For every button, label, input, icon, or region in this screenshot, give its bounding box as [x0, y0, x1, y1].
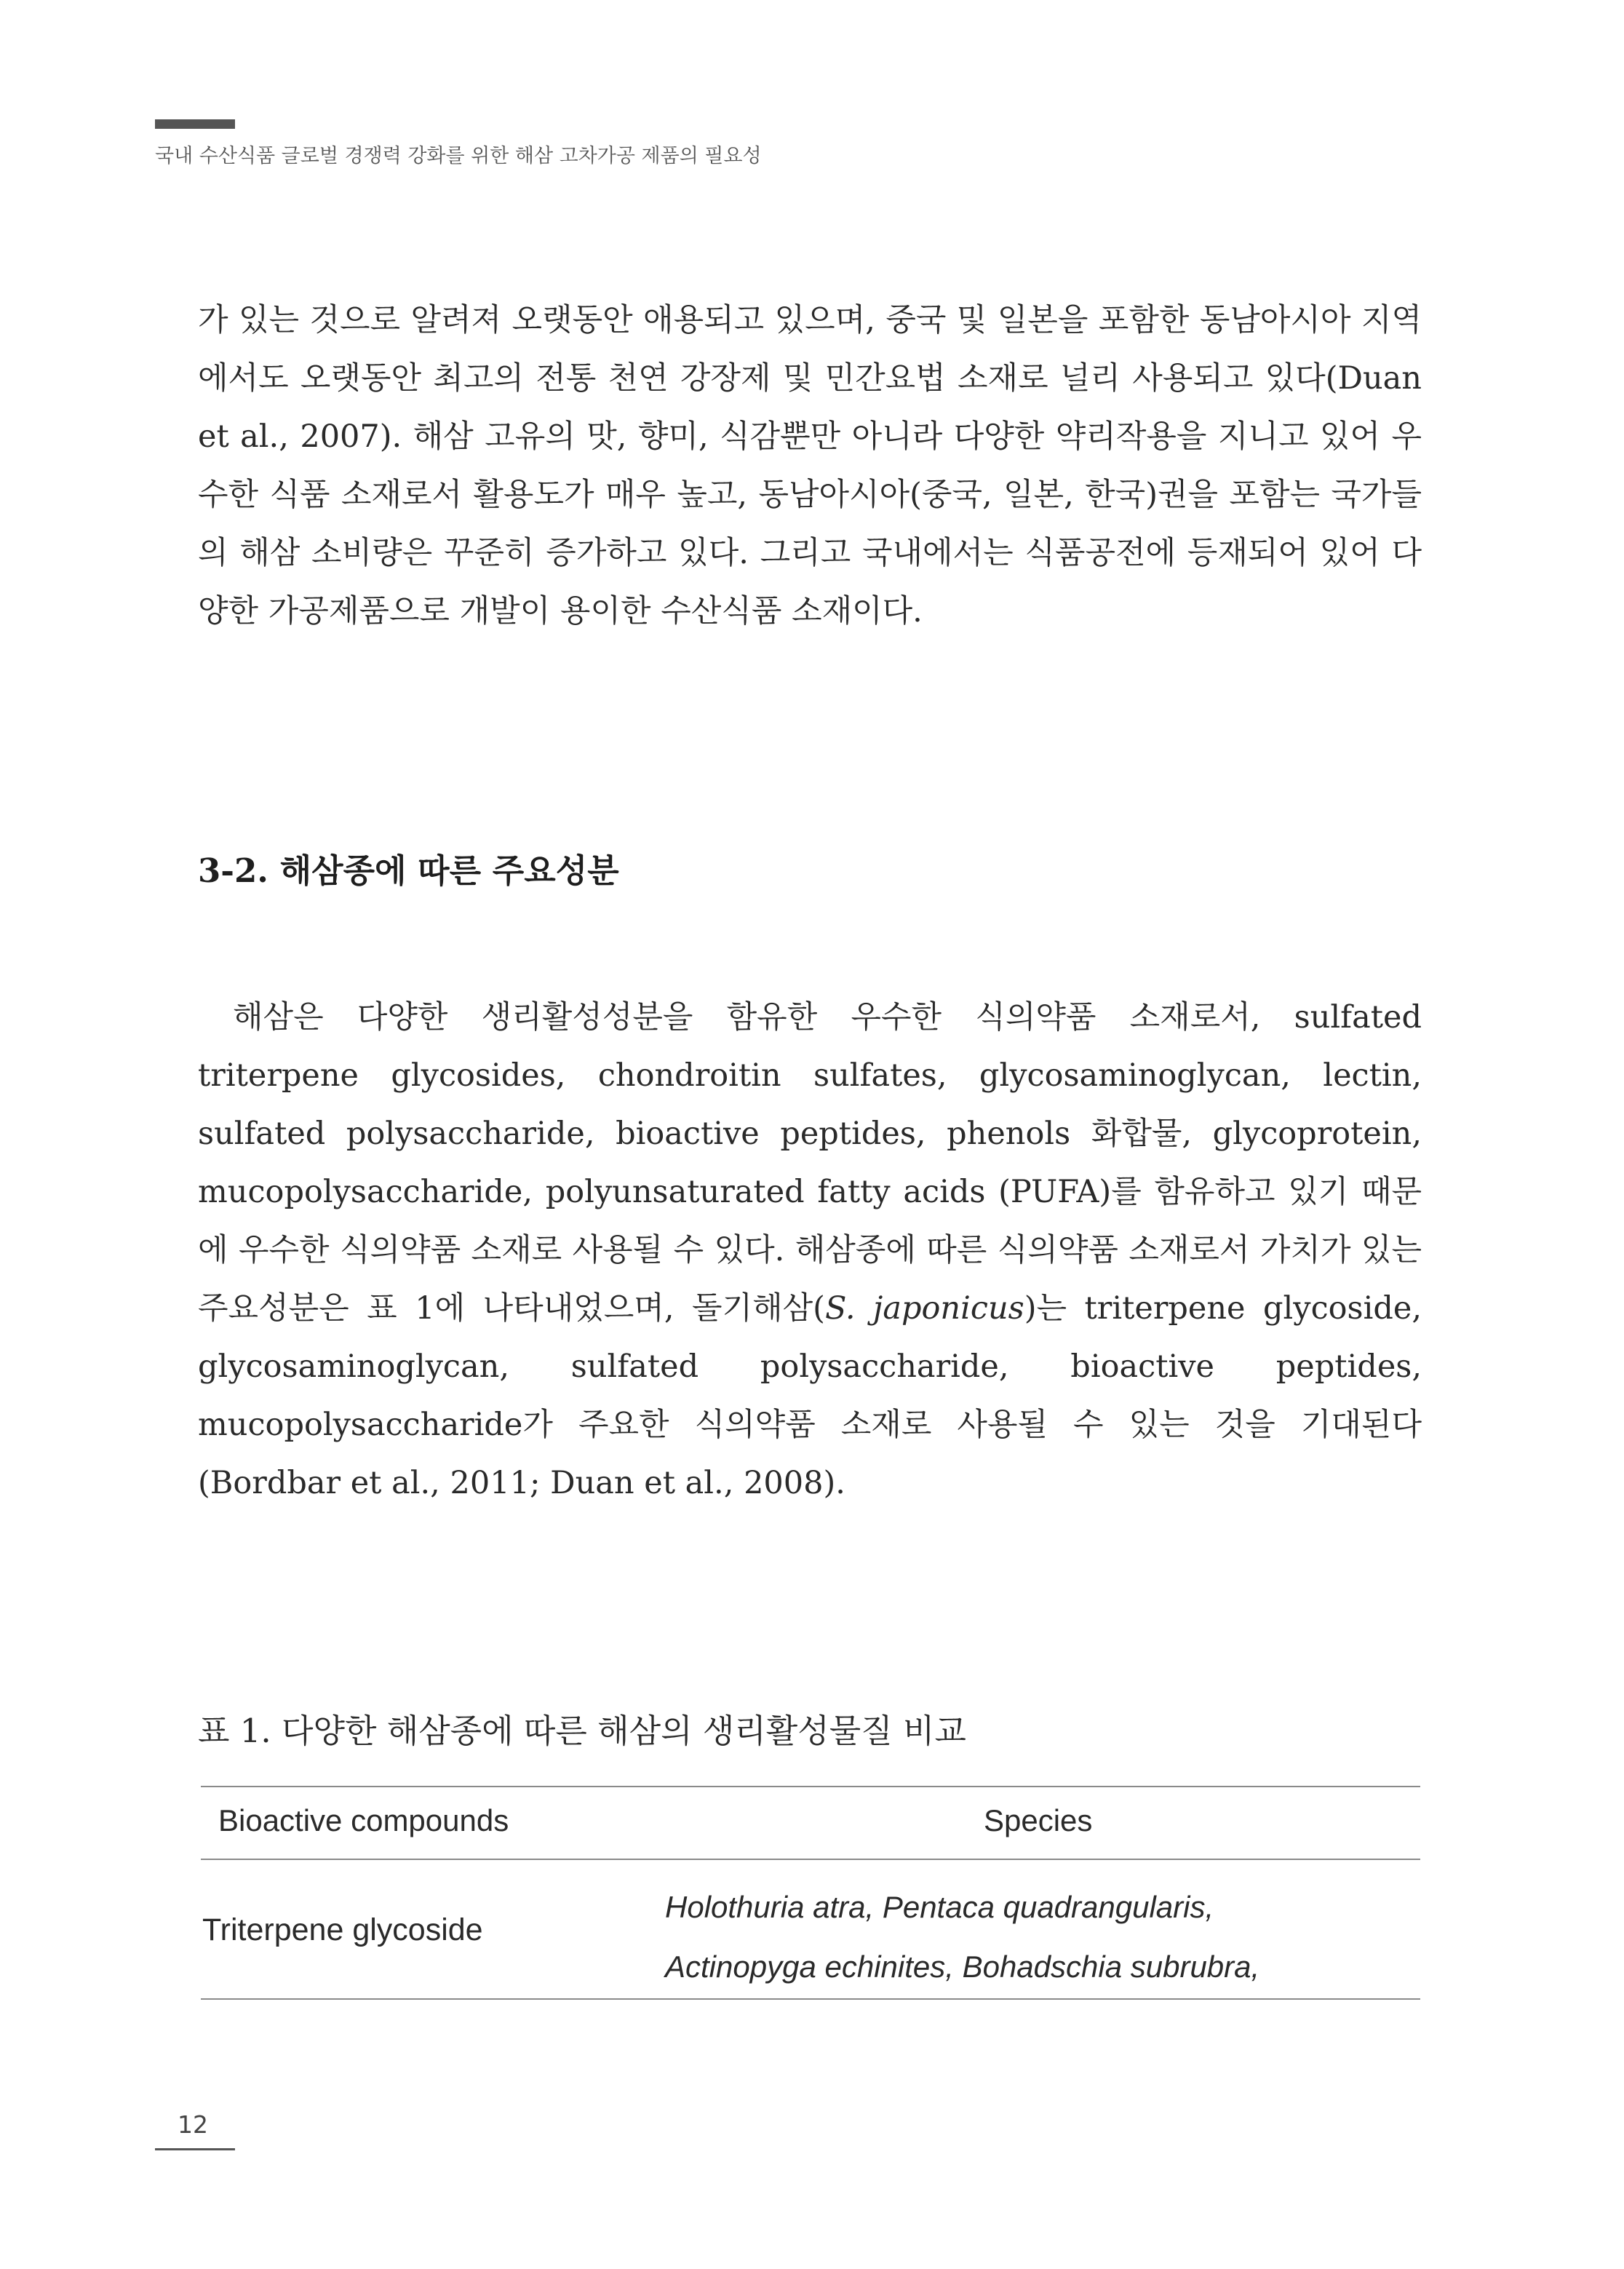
- species-line: Holothuria atra, Pentaca quadrangularis,: [665, 1890, 1214, 1924]
- body-paragraph-1: 가 있는 것으로 알려져 오랫동안 애용되고 있으며, 중국 및 일본을 포함한 동남아시아 지역에서도 오랫동안 최고의 전통 천연 강장제 및 민간요법 소재로 널리 사용되고 있다(Duan et al., 2007). 해삼 고유의 맛, 향미, 식감뿐만 아니라 다양한 약리작용을 지니고 있어 우수한 식품 소재로서 활용도가 매우 높고, 동남아시아(중국, 일본, 한국)권을 포함는 국가들의 해삼 소비량은 꾸준히 증가하고 있다. 그리고 국내에서는 식품공전에 등재되어 있어 다양한 가공제품으로 개발이 용이한 수산식품 소재이다.: [198, 302, 1422, 629]
- paragraph-2-text-b: )는 triterpene glycoside, glycosaminoglycan, sulfated polysaccharide, bioactive peptides, mucopolysaccharide가 주요한 식의약품 소재로 사용될 수 있는 것을 기대된다(Bordbar et al., 2011; Duan et al., 2008).: [198, 1290, 1422, 1501]
- table-header-species: Species: [984, 1803, 1093, 1837]
- section-heading: 3-2. 해삼종에 따른 주요성분: [198, 851, 619, 890]
- body-paragraph-2: [198, 988, 1422, 1512]
- table-bottom-rule: [201, 1998, 1420, 2000]
- table-header-compounds: Bioactive compounds: [218, 1803, 509, 1837]
- table-header-rule: [201, 1859, 1420, 1860]
- table-top-rule: [201, 1786, 1420, 1787]
- table-cell-species: [665, 1877, 1422, 1997]
- header-accent-bar: [155, 119, 235, 129]
- page-number: 12: [178, 2110, 208, 2139]
- footer-rule: [155, 2148, 235, 2150]
- table-cell-compound: Triterpene glycoside: [202, 1912, 483, 1947]
- table-caption: 표 1. 다양한 해삼종에 따른 해삼의 생리활성물질 비교: [198, 1712, 966, 1750]
- species-name-italic: S. japonicus: [824, 1290, 1024, 1327]
- species-line: Actinopyga echinites, Bohadschia subrubra,: [665, 1950, 1260, 1984]
- paragraph-2-text-a: 해삼은 다양한 생리활성성분을 함유한 우수한 식의약품 소재로서, sulfated triterpene glycosides, chondroitin sulfates, glycosaminoglycan, lectin, sulfated polysaccharide, bioactive peptides, phenols 화합물, glycoprotein, mucopolysaccharide, polyunsaturated fatty acids (PUFA)를 함유하고 있기 때문에 우수한 식의약품 소재로 사용될 수 있다. 해삼종에 따른 식의약품 소재로서 가치가 있는 주요성분은 표 1에 나타내었으며, 돌기해삼(: [198, 999, 1422, 1327]
- running-header-title: 국내 수산식품 글로벌 경쟁력 강화를 위한 해삼 고차가공 제품의 필요성: [155, 145, 762, 167]
